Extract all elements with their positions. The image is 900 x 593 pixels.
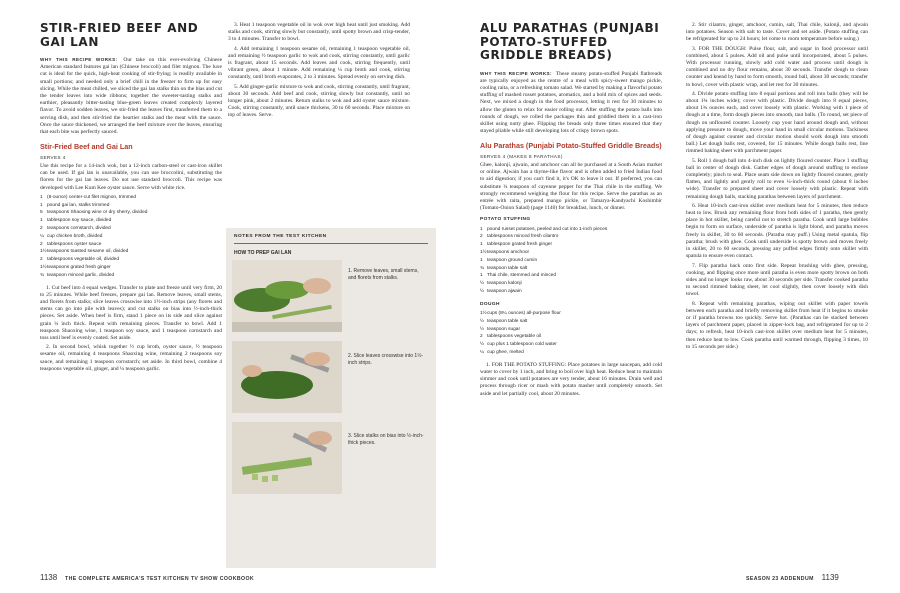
dough-heading: DOUGH	[480, 301, 500, 307]
ingredient-item	[40, 272, 222, 280]
ingredient-text: tablespoon soy sauce, divided	[47, 218, 112, 224]
right-footer	[746, 573, 839, 582]
ingredient-item	[480, 280, 662, 288]
ingredient-quantity: 2	[40, 241, 43, 247]
ingredient-text: teaspoon ground cumin	[487, 257, 538, 263]
ingredient-text: Thai chile, stemmed and minced	[487, 273, 557, 279]
ingredient-quantity: 1	[40, 218, 43, 224]
ingredient-item	[480, 318, 662, 326]
ingredient-text: teaspoons amchoor	[487, 250, 530, 256]
ingredient-item	[480, 349, 662, 357]
ingredient-item	[480, 226, 662, 234]
ingredient-text: cup chicken broth, divided	[47, 233, 103, 239]
ingredient-item	[40, 225, 222, 233]
ingredient-item	[40, 194, 222, 202]
right-page	[450, 0, 900, 593]
ingredient-text: teaspoon kalonji	[487, 281, 522, 287]
why-text: These steamy potato-stuffed Punjabi flatbreads are typically enjoyed as the centre of a meal with spicy-sweet mango pickle, cooling raita, or a refreshing tomato salad. We started by making a flavorful potato stuffing of mashed russet potatoes, aromatics, and a bold mix of spices and seeds. Next, we mixed a dough in the food processor, letting it rest for 30 minutes to allow the gluten to relax for easier rolling out. After stuffing the potato balls into rounds of dough, we rolled the packages thin and griddled them in a cast-iron skillet using nutty ghee. Flipping the breads only three times ensured that they stayed pliable while still developing lots of crispy brown spots.	[480, 70, 662, 135]
recipe-subtitle: Alu Parathas (Punjabi Potato-Stuffed Griddle Breads)	[480, 141, 662, 151]
caption-step-3: 3. Slice stalks on bias into ½-inch-thick pieces.	[348, 433, 424, 446]
step-6: 6. Heat 10-inch cast-iron skillet over medium heat for 5 minutes, then reduce heat to low. Brush any remaining flour from both sides of 1 paratha, then gently place in hot skillet, being careful not to stretch paratha. Cook until large bubbles begin to form on surface, underside of paratha is light blond, and paratha moves freely in skillet, 30 to 60 seconds. (Paratha may puff.) Using metal spatula, flip paratha; brush with ghee. Cook until underside is spotty brown and moves freely in skillet, 20 to 60 seconds, pressing any puffed edges firmly onto skillet with spatula to ensure even contact.	[686, 202, 868, 260]
recipe-intro: Ghee, kalonji, ajwain, and amchoor can all be purchased at a South Asian market or online. Ajwain has a thyme-like flavor and is often added to fried Indian food to aid digestion; if you can't find it, it's OK to leave it out. If preferred, you can substitute ¼ teaspoon of cayenne pepper for the Thai chile in the stuffing. We strongly recommend weighing the flour for this recipe. Serve the parathas as an entrée with raita, prepared mango pickle, or Tamarya-Kandyachi Koshimbir (Tomato-Onion Salad) (page 1140) for breakfast, lunch, or dinner.	[480, 162, 662, 212]
ingredient-text: teaspoon minced garlic, divided	[47, 272, 115, 278]
running-footer-left: THE COMPLETE AMERICA'S TEST KITCHEN TV SHOW COOKBOOK	[65, 576, 255, 582]
ingredient-text: cups (8¼ ounces) all-purpose flour	[487, 311, 561, 317]
ingredient-quantity: ½	[480, 342, 485, 348]
ingredient-text: teaspoon ajwain	[487, 289, 522, 295]
ingredient-text: teaspoons grated fresh ginger	[47, 264, 111, 270]
ingredient-quantity: 1	[40, 194, 43, 200]
serves: SERVES 4 (MAKES 8 PARATHAS)	[480, 153, 563, 159]
ingredient-text: pound gai lan, stalks trimmed	[47, 202, 110, 208]
ingredient-quantity: ¾	[480, 265, 485, 271]
left-footer	[40, 573, 254, 582]
ingredient-list	[40, 194, 222, 280]
step-5: 5. Roll 1 dough ball into 4-inch disk on lightly floured counter. Place 1 stuffing ball in center of dough disk. Gather edges of dough around stuffing to enclose completely; pinch to seal. Place seam side down on lightly floured counter, gently flatten, and lightly and gently roll to even ¼-inch-thick round (about 8 inches wide). Transfer to prepared sheet and cover loosely with plastic. Repeat with remaining dough balls, stacking parathas between layers of parchment.	[686, 157, 868, 200]
photo-remove-leaves	[232, 260, 342, 332]
ingredient-quantity: 1	[480, 226, 483, 232]
step-5: 5. Add ginger-garlic mixture to wok and cook, stirring constantly, until fragrant, about 30 seconds. Add beef and cook, stirring slowly but constantly, until no longer pink, about 2 minutes. Return stalks to wok and add oyster sauce mixture. Cook, stirring constantly, until sauce thickens, 30 to 60 seconds. Place mixture on top of leaves. Serve.	[228, 83, 410, 119]
ingredient-quantity: 1	[480, 273, 483, 279]
ingredient-text: tablespoons minced fresh cilantro	[487, 234, 559, 240]
left-column-2	[228, 22, 410, 222]
stuffing-ingredient-list	[480, 226, 662, 296]
ingredient-item	[40, 217, 222, 225]
ingredient-text: teaspoon sugar	[487, 326, 521, 332]
ingredient-item	[40, 241, 222, 249]
notes-subtitle: HOW TO PREP GAI LAN	[234, 250, 292, 256]
ingredient-item	[40, 264, 222, 272]
ingredient-quantity: ¼	[480, 350, 485, 356]
ingredient-text: pound russet potatoes, peeled and cut into 1-inch pieces	[487, 226, 608, 232]
ingredient-item	[480, 326, 662, 334]
recipe-title: STIR-FRIED BEEF AND GAI LAN	[40, 22, 199, 49]
caption-step-2: 2. Slice leaves crosswise into 1½-inch strips.	[348, 353, 424, 366]
ingredient-quantity: ¾	[40, 272, 45, 278]
ingredient-quantity: ½	[480, 289, 485, 295]
ingredient-item	[480, 288, 662, 296]
dough-ingredient-list	[480, 310, 662, 357]
right-column-1	[480, 22, 662, 400]
step-3: 3. FOR THE DOUGH: Pulse flour, salt, and sugar in food processor until combined, about 5 pulses. Add oil and pulse until incorporated, about 5 pulses. With processor running, slowly add cold water and process until dough is combined and no dry flour remains, about 30 seconds. Transfer dough to clean counter and knead by hand to form smooth, round ball, about 30 seconds; transfer to bowl, cover with plastic wrap, and let rest for 30 minutes.	[686, 45, 868, 88]
ingredient-item	[40, 248, 222, 256]
ingredient-quantity: 1	[40, 202, 43, 208]
ingredient-quantity: 1½	[480, 311, 487, 317]
ingredient-text: teaspoons Shaoxing wine or dry sherry, divided	[47, 210, 148, 216]
step-7: 7. Flip paratha back onto first side. Repeat brushing with ghee, pressing, cooking, and flipping once more until paratha is even more spotty brown on both sides and no longer looks raw, about 30 seconds per side. Transfer cooked paratha to second rimmed baking sheet, let cool slightly, then cover loosely with dish towel.	[686, 262, 868, 298]
ingredient-item	[40, 209, 222, 217]
ingredient-quantity: ½	[480, 326, 485, 332]
ingredient-text: tablespoons vegetable oil, divided	[47, 257, 120, 263]
ingredient-quantity: ½	[480, 281, 485, 287]
left-column-1	[40, 22, 222, 375]
step-1: 1. FOR THE POTATO STUFFING: Place potatoes in large saucepan, add cold water to cover by 1 inch, and bring to boil over high heat. Reduce heat to maintain simmer and cook until potatoes are very tender, about 16 minutes. Drain well and process through ricer or mash with potato masher until completely smooth. Set aside and let partially cool, about 20 minutes.	[480, 361, 662, 397]
ingredient-quantity: 2	[40, 225, 43, 231]
running-footer-right: SEASON 23 ADDENDUM	[746, 576, 814, 582]
ingredient-text: tablespoons vegetable oil	[487, 334, 542, 340]
serves: SERVES 4	[40, 154, 66, 160]
ingredient-quantity: 1½	[40, 249, 47, 255]
ingredient-item	[480, 265, 662, 273]
why-text: Our take on this ever-evolving Chinese American standard features gai lan (Chinese broccoli) and filet mignon. The luxe cut is ideal for the quick, high-heat cooking of stir-frying; is readily available in small portions; and needed only a brief chill in the freezer to firm up for easy slicing. While the meat chilled, we sliced the gai lan stalks thin on the bias and cut the tender leaves into wide ribbons; together the sweeter-tasting stalks and earthier, pleasantly bitter-tasting blue-green leaves created complexly layered flavor. To avoid sodden leaves, we stir-fried the leaves first, transferred them to a serving dish, and then stir-fried the heartier stalks and the meat with the sauce. Once the sauce thickened, we arranged the beef mixture over the leaves, ensuring that each bite was perfectly sauced.	[40, 57, 222, 136]
test-kitchen-notes	[226, 228, 436, 568]
page-number-right: 1139	[821, 573, 839, 582]
ingredient-text: (8-ounce) center-cut filet mignon, trimmed	[47, 194, 137, 200]
why-label: WHY THIS RECIPE WORKS:	[480, 70, 552, 76]
step-4: 4. Divide potato stuffing into 8 equal portions and roll into balls (they will be about 1¾ inches wide); cover with plastic. Divide dough into 8 equal pieces, about 1¾ ounces each, and cover loosely with plastic. Working with 1 piece of dough at a time, form dough pieces into smooth, taut balls. (To round, set piece of dough on unfloured counter. Loosely cup your hand around dough and, without applying pressure to dough, move your hand in small circular motions. Tackiness of dough against counter and circular motion should work dough into smooth ball.) Let dough balls rest, covered, for 15 minutes. While dough balls rest, line rimmed baking sheet with parchment paper.	[686, 90, 868, 155]
why-label: WHY THIS RECIPE WORKS:	[40, 57, 118, 62]
recipe-intro: Use this recipe for a 14-inch wok, but a 12-inch carbon-steel or cast-iron skillet can be used. If gai lan is unavailable, you can use broccolini, substituting the florets for the gai lan leaves. Do not use standard broccoli. This recipe was developed with Lee Kum Kee oyster sauce. Serve with white rice.	[40, 162, 222, 191]
ingredient-quantity: 1½	[480, 250, 487, 256]
step-2: 2. Stir cilantro, ginger, amchoor, cumin, salt, Thai chile, kalonji, and ajwain into potatoes. Season with salt to taste. Cover and set aside. (Potato stuffing can be refrigerated for up to 24 hours; let come to room temperature before using.)	[686, 22, 868, 43]
ingredient-quantity: 5	[40, 210, 43, 216]
photo-slice-stalks	[232, 422, 342, 494]
ingredient-item	[40, 256, 222, 264]
ingredient-item	[480, 241, 662, 249]
caption-step-1: 1. Remove leaves, small stems, and florets from stalks.	[348, 268, 419, 281]
right-column-2	[686, 22, 868, 353]
step-1: 1. Cut beef into 4 equal wedges. Transfer to plate and freeze until very firm, 20 to 25 minutes. While beef freezes, prepare gai lan. Remove leaves, small stems, and florets from stalks; slice leaves crosswise into 1½-inch strips (any florets and stems can go into pile with leaves); and cut stalks on bias into ½-inch-thick pieces. Set aside. When beef is firm, stand 1 piece on its side and slice against grain ¼ inch thick. Repeat with remaining pieces. Transfer to bowl. Add 1 teaspoon Shaoxing wine, 1 teaspoon soy sauce, and 1 teaspoon cornstarch and toss until beef is evenly coated. Set aside.	[40, 284, 222, 341]
ingredient-quantity: 1	[480, 242, 483, 248]
ingredient-item	[480, 249, 662, 257]
ingredient-text: tablespoon grated fresh ginger	[487, 242, 553, 248]
ingredient-quantity: ¼	[40, 233, 45, 239]
stuffing-heading: POTATO STUFFING	[480, 217, 531, 223]
why-this-recipe-works	[480, 70, 662, 136]
step-4: 4. Add remaining 1 teaspoon sesame oil, remaining 1 teaspoon vegetable oil, and remaining ½ teaspoon garlic to wok and cook, stirring constantly, until garlic is fragrant, about 15 seconds. Add leaves and cook, stirring frequently, until vibrant green, about 1 minute. Add remaining ¼ cup broth and cook, stirring constantly, until broth evaporates, 2 to 3 minutes. Spread evenly on serving dish.	[228, 45, 410, 81]
page-number-left: 1138	[40, 573, 58, 582]
ingredient-quantity: ½	[480, 318, 485, 324]
ingredient-text: teaspoon table salt	[487, 265, 528, 271]
ingredient-quantity: 2	[480, 334, 483, 340]
ingredient-text: tablespoons oyster sauce	[47, 241, 102, 247]
ingredient-quantity: 2	[480, 234, 483, 240]
ingredient-text: teaspoon table salt	[487, 318, 528, 324]
step-8: 8. Repeat with remaining parathas, wiping out skillet with paper towels between each paratha and briefly removing skillet from heat if it begins to smoke or if paratha browns too quickly. Serve hot. (Parathas can be stacked between layers of parchment paper, placed in zipper-lock bag, and refrigerated for up to 2 days; to refresh, heat 10-inch cast-iron skillet over medium heat for 5 minutes, then reduce heat to low. Cook paratha until warmed through, flipping 3 times, 10 to 15 seconds per side.)	[686, 300, 868, 350]
ingredient-quantity: 1	[480, 257, 483, 263]
photo-slice-leaves	[232, 341, 342, 413]
notes-title: NOTES FROM THE TEST KITCHEN	[234, 234, 327, 239]
ingredient-item	[480, 341, 662, 349]
ingredient-item	[480, 333, 662, 341]
ingredient-text: cup ghee, melted	[487, 350, 524, 356]
recipe-subtitle: Stir-Fried Beef and Gai Lan	[40, 142, 133, 152]
ingredient-quantity: 1½	[40, 264, 47, 270]
ingredient-item	[480, 272, 662, 280]
ingredient-text: cup plus 1 tablespoon cold water	[487, 342, 557, 348]
recipe-title: ALU PARATHAS (PUNJABI POTATO-STUFFED GRIDDLE BREADS)	[480, 22, 660, 62]
ingredient-item	[480, 233, 662, 241]
step-3: 3. Heat 1 teaspoon vegetable oil in wok over high heat until just smoking. Add stalks and cook, stirring slowly but constantly, until spotty brown and crisp-tender, 3 to 4 minutes. Transfer to bowl.	[228, 22, 410, 43]
ingredient-item	[40, 202, 222, 210]
ingredient-text: teaspoons toasted sesame oil, divided	[47, 249, 129, 255]
why-this-recipe-works	[40, 56, 222, 136]
ingredient-item	[480, 257, 662, 265]
ingredient-item	[40, 233, 222, 241]
ingredient-item	[480, 310, 662, 318]
ingredient-text: teaspoons cornstarch, divided	[47, 225, 111, 231]
step-2: 2. In second bowl, whisk together ½ cup broth, oyster sauce, ½ teaspoon sesame oil, remaining 4 teaspoons Shaoxing wine, remaining 2 teaspoons soy sauce, and remaining 1 teaspoon cornstarch; set aside. In third bowl, combine 4 teaspoons vegetable oil, ginger, and ¼ teaspoon garlic.	[40, 344, 222, 372]
ingredient-quantity: 2	[40, 257, 43, 263]
